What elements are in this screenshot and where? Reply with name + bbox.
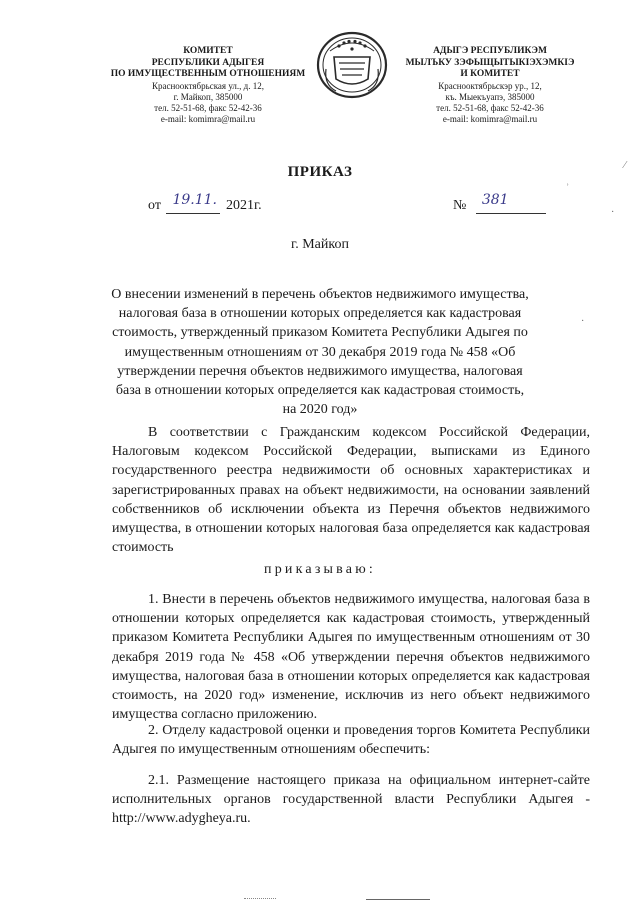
item-2-1: 2.1. Размещение настоящего приказа на официальном интернет-сайте исполнительных органов государственной власти Республики Адыгея - http://www.adygheya.ru. xyxy=(112,773,590,827)
document-number xyxy=(453,192,546,214)
footer-divider-left xyxy=(244,898,276,899)
document-date xyxy=(148,192,262,214)
date-prefix: от xyxy=(148,198,161,213)
header-right-line1: АДЫГЭ РЕСПУБЛИКЭМ xyxy=(433,46,547,56)
header-right-email: e-mail: komimra@mail.ru xyxy=(442,114,538,125)
scan-speck: · xyxy=(611,207,615,218)
document-title: ПРИКАЗ xyxy=(287,164,353,180)
item-1: 1. Внести в перечень объектов недвижимого имущества, налоговая база в отношении которых определяется как кадастровая стоимость, утвержденный приказом Комитета Республики Адыгея по имущественным отношениям от 30 декабря 2019 года № 458 «Об утверждении перечня объектов недвижимого имущества, налоговая база в отношении которых определяется как кадастровая стоимость, на 2020 год» изменение, исключив из него объект недвижимого имущества согласно приложению. xyxy=(112,592,590,723)
header-right-adyghe xyxy=(405,46,575,125)
header-right-address2: къ. Мыекъуапэ, 385000 xyxy=(445,91,535,102)
footer-divider-right xyxy=(366,899,430,900)
order-word: приказываю: xyxy=(264,562,376,577)
header-left-russian xyxy=(108,46,308,125)
number-handwritten: 381 xyxy=(481,192,509,208)
scan-speck: ˒ xyxy=(566,178,570,189)
header-right-phone: тел. 52-51-68, факс 52-42-36 xyxy=(436,102,544,113)
document-subject: О внесении изменений в перечень объектов недвижимого имущества, налоговая база в отношении которых определяется как кадастровая стоимость, утвержденный приказом Комитета Республики Адыгея по имущественным отношениям от 30 декабря 2019 года № 458 «Об утверждении перечня объектов недвижимого имущества, налоговая база в отношении которых определяется как кадастровая стоимость, на 2020 год» xyxy=(111,287,529,418)
number-line xyxy=(476,192,546,214)
header-right-address1: Краснооктябрьскэр ур., 12, xyxy=(438,80,542,91)
item-2: 2. Отделу кадастровой оценки и проведения торгов Комитета Республики Адыгея по имущественным отношениям обеспечить: xyxy=(112,723,590,758)
date-suffix: 2021г. xyxy=(225,198,262,213)
scan-speck: · xyxy=(581,316,585,327)
header-left-address1: Краснооктябрьская ул., д. 12, xyxy=(152,80,264,91)
number-prefix: № xyxy=(453,198,467,213)
document-city: г. Майкоп xyxy=(291,237,349,252)
header-right-line2: МЫЛЪКУ ЗЭФЫЩЫТЫКІЭХЭМКІЭ xyxy=(405,57,575,68)
date-line xyxy=(166,192,220,214)
date-handwritten: 19.11. xyxy=(172,192,217,208)
header-left-line2: РЕСПУБЛИКИ АДЫГЕЯ xyxy=(151,57,265,68)
header-left-address2: г. Майкоп, 385000 xyxy=(173,91,243,102)
header-left-phone: тел. 52-51-68, факс 52-42-36 xyxy=(154,102,262,113)
scan-speck: ⁄ xyxy=(624,160,626,171)
header-left-line3: ПО ИМУЩЕСТВЕННЫМ ОТНОШЕНИЯМ xyxy=(110,69,306,79)
header-left-email: e-mail: komimra@mail.ru xyxy=(160,114,256,125)
coat-of-arms-seal-icon xyxy=(314,29,390,101)
intro-paragraph: В соответствии с Гражданским кодексом Российской Федерации, Налоговым кодексом Российской Федерации, выписками из Единого государственного реестра недвижимости об основных характеристиках и зарегистрированных правах на объект недвижимости, на основании заявлений собственников об исключении объекта из Перечня объектов недвижимого имущества, в отношении которых налоговая база определяется как кадастровая стоимость xyxy=(112,425,590,556)
header-left-line1: КОМИТЕТ xyxy=(183,46,233,56)
header-right-line3: И КОМИТЕТ xyxy=(460,69,520,79)
